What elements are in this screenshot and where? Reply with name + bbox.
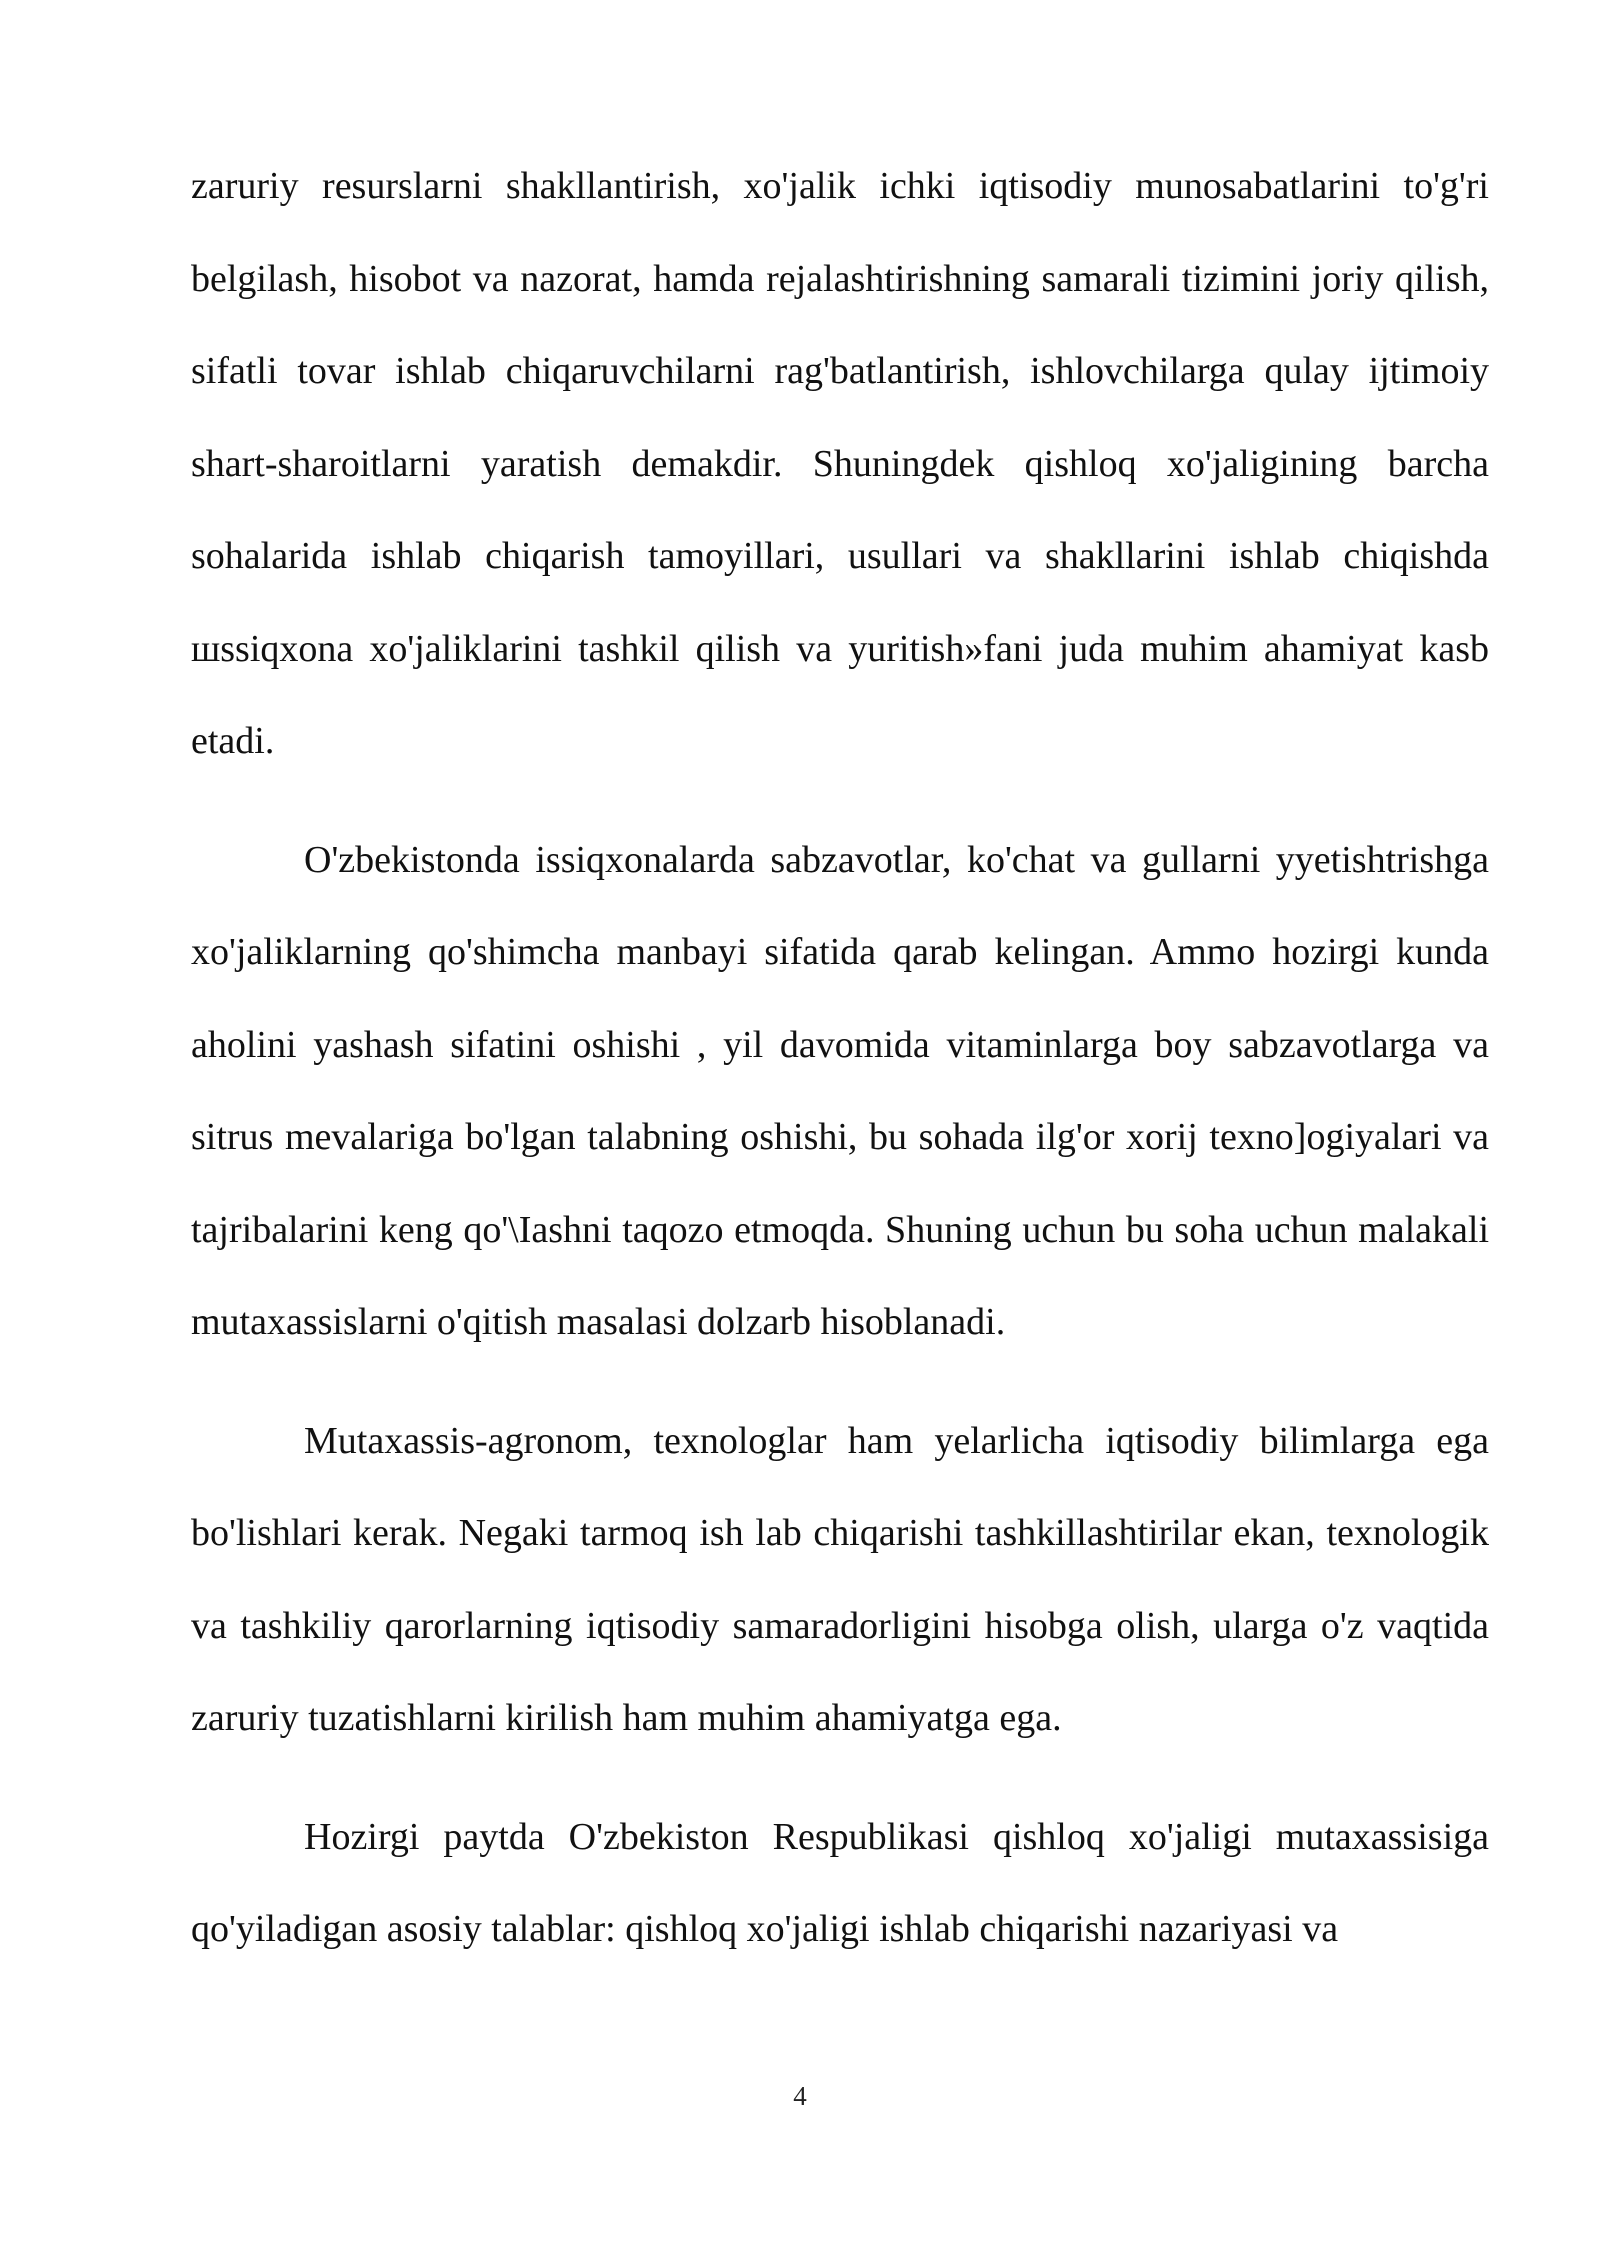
body-text (191, 140, 1489, 1976)
paragraph-greenhouses: O'zbekistonda issiqxonalarda sabzavotlar, ko'chat va gullarni yyetishtrishga xo'jaliklarning qo'shimcha manbayi sifatida qarab kelingan. Ammo hozirgi kunda aholini yashash sifatini oshishi , yil davomida vitaminlarga boy sabzavotlarga va sitrus mevalariga bo'lgan talabning oshishi, bu sohada ilg'or xorij texno]ogiyalari va tajribalarini keng qo'\Iashni taqozo etmoqda. Shuning uchun bu soha uchun malakali mutaxassislarni o'qitish masalasi dolzarb hisoblanadi. (191, 838, 1489, 1343)
paragraph-requirements: Hozirgi paytda O'zbekiston Respublikasi qishloq xo'jaligi mutaxassisiga qo'yiladigan asosiy talablar: qishloq xo'jaligi ishlab chiqarishi nazariyasi va (191, 1815, 1489, 1950)
page-number: 4 (793, 2081, 807, 2111)
paragraph-continuation: zaruriy resurslarni shakllantirish, xo'jalik ichki iqtisodiy munosabatlarini to'g'ri belgilash, hisobot va nazorat, hamda rejalashtirishning samarali tizimini joriy qilish, sifatli tovar ishlab chiqaruvchilarni rag'batlantirish, ishlovchilarga qulay ijtimoiy shart-sharoitlarni yaratish demakdir. Shuningdek qishloq xo'jaligining barcha sohalarida ishlab chiqarish tamoyillari, usullari va shakllarini ishlab chiqishda шssiqxona xo'jaliklarini tashkil qilish va yuritish»fani juda muhim ahamiyat kasb etadi. (191, 165, 1489, 762)
paragraph-specialists: Mutaxassis-agronom, texnologlar ham yelarlicha iqtisodiy bilimlarga ega bo'lishlari kerak. Negaki tarmoq ish lab chiqarishi tashkillashtirilar ekan, texnologik va tashkiliy qarorlarning iqtisodiy samaradorligini hisobga olish, ularga o'z vaqtida zaruriy tuzatishlarni kirilish ham muhim ahamiyatga ega. (191, 1419, 1489, 1739)
